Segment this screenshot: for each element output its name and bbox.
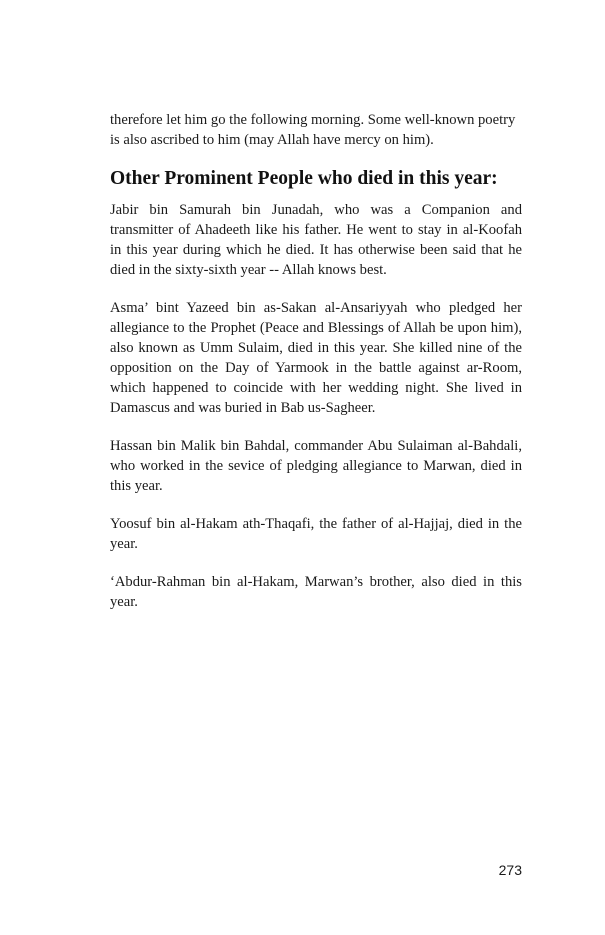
section-heading: Other Prominent People who died in this year:	[110, 168, 498, 189]
paragraph-hassan: Hassan bin Malik bin Bahdal, commander Abu Sulaiman al-Bahdali, who worked in the sevice of pledging allegiance to Marwan, died in this year.	[110, 438, 522, 494]
intro-paragraph: therefore let him go the following morning. Some well-known poetry is also ascribed to him (may Allah have mercy on him).	[110, 112, 516, 148]
page-content	[110, 110, 522, 630]
page-number: 273	[498, 862, 522, 878]
paragraph-asma: Asma’ bint Yazeed bin as-Sakan al-Ansariyyah who pledged her allegiance to the Prophet (Peace and Blessings of Allah be upon him), also known as Umm Sulaim, died in this year. She killed nine of the opposition on the Day of Yarmook in the battle against ar-Room, which happened to coincide with her wedding night. She lived in Damascus and was buried in Bab us-Sagheer.	[110, 300, 522, 416]
paragraph-jabir: Jabir bin Samurah bin Junadah, who was a Companion and transmitter of Ahadeeth like his father. He went to stay in al-Koofah in this year during which he died. It has otherwise been said that he died in the sixty-sixth year -- Allah knows best.	[110, 202, 522, 278]
paragraph-yoosuf: Yoosuf bin al-Hakam ath-Thaqafi, the father of al-Hajjaj, died in the year.	[110, 516, 522, 552]
paragraph-abdur-rahman: ‘Abdur-Rahman bin al-Hakam, Marwan’s brother, also died in this year.	[110, 574, 522, 610]
